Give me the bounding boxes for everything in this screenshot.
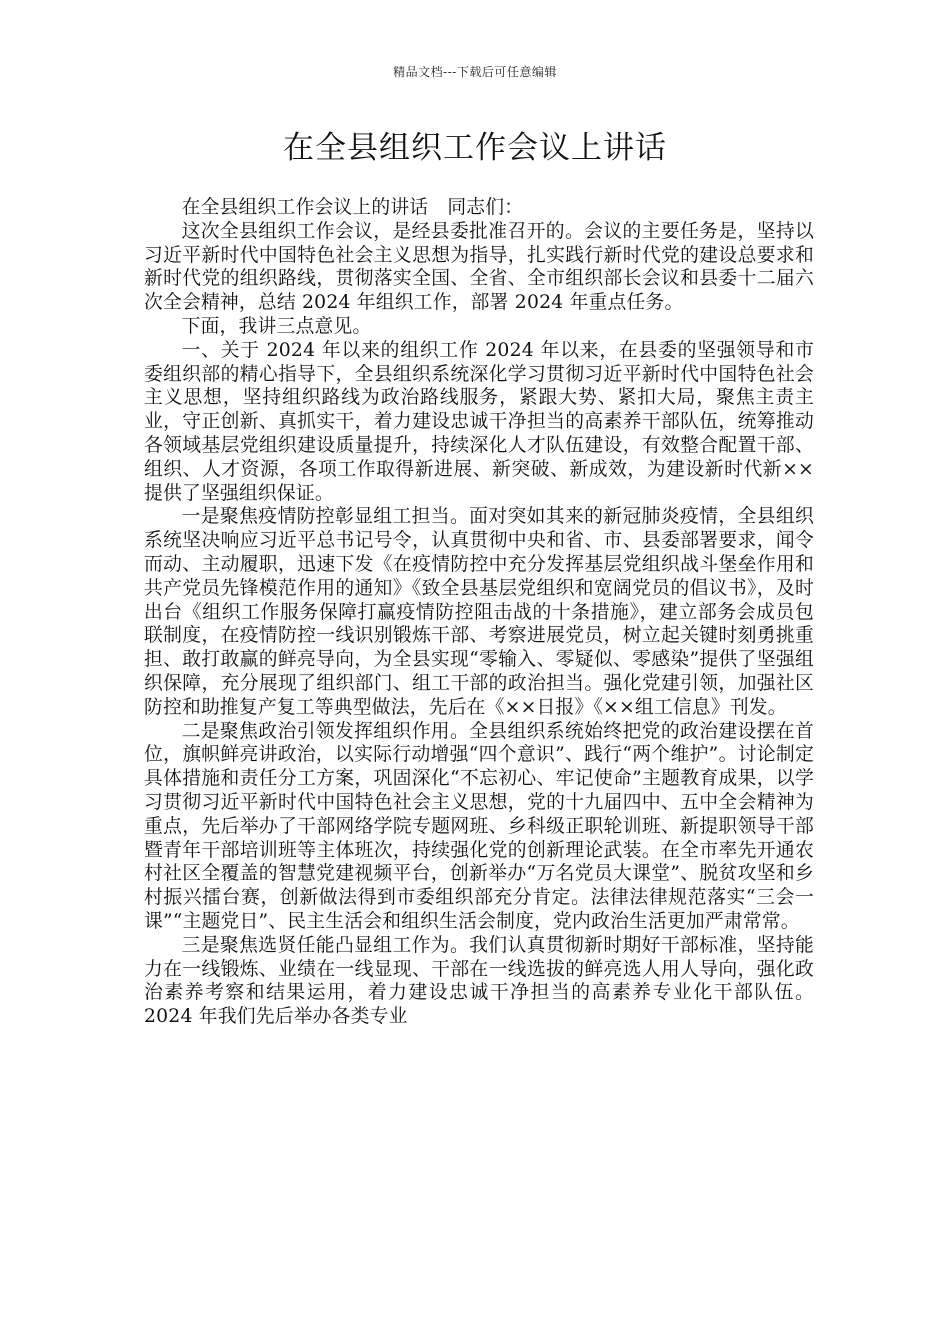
paragraph-point-2: 二是聚焦政治引领发挥组织作用。全县组织系统始终把党的政治建设摆在首位，旗帜鲜亮讲政治，以实际行动增强“四个意识”、践行“两个维护”。讨论制定具体措施和责任分工方案，巩固深化“不忘初心、牢记使命”主题教育成果，以学习贯彻习近平新时代中国特色社会主义思想，党的十九届四中、五中全会精神为重点，先后举办了干部网络学院专题网班、乡科级正职轮训班、新提职领导干部暨青年干部培训班等主体班次，持续强化党的创新理论武装。在全市率先开通农村社区全覆盖的智慧党建视频平台，创新举办“万名党员大课堂”、脱贫攻坚和乡村振兴擂台赛，创新做法得到市委组织部充分肯定。法律法律规范落实“三会一课”“主题党日”、民主生活会和组织生活会制度，党内政治生活更加严肃常常。	[144, 720, 814, 932]
document-body	[144, 196, 814, 1029]
paragraph-section-1: 一、关于 2024 年以来的组织工作 2024 年以来，在县委的坚强领导和市委组织部的精心指导下，全县组织系统深化学习贯彻习近平新时代中国特色社会主义思想，坚持组织路线为政治路线服务，紧跟大势、紧扣大局，聚焦主责主业，守正创新、真抓实干，着力建设忠诚干净担当的高素养干部队伍，统筹推动各领域基层党组织建设质量提升，持续深化人才队伍建设，有效整合配置干部、组织、人才资源，各项工作取得新进展、新突破、新成效，为建设新时代新××提供了坚强组织保证。	[144, 339, 814, 504]
paragraph-intro: 这次全县组织工作会议，是经县委批准召开的。会议的主要任务是，坚持以习近平新时代中国特色社会主义思想为指导，扎实践行新时代党的建设总要求和新时代党的组织路线，贯彻落实全国、全省、全市组织部长会议和县委十二届六次全会精神，总结 2024 年组织工作，部署 2024 年重点任务。	[144, 220, 814, 314]
paragraph-salutation: 在全县组织工作会议上的讲话 同志们：	[181, 197, 524, 218]
paragraph-point-3: 三是聚焦选贤任能凸显组工作为。我们认真贯彻新时期好干部标准，坚持能力在一线锻炼、业绩在一线显现、干部在一线选拔的鲜亮选人用人导向，强化政治素养考察和结果运用，着力建设忠诚干净担当的高素养专业化干部队伍。2024 年我们先后举办各类专业	[144, 934, 814, 1028]
header-note: 精品文档---下载后可任意编辑	[393, 65, 557, 79]
document-title: 在全县组织工作会议上讲话	[283, 130, 667, 166]
paragraph-outline: 下面，我讲三点意见。	[181, 315, 372, 337]
paragraph-point-1: 一是聚焦疫情防控彰显组工担当。面对突如其来的新冠肺炎疫情，全县组织系统坚决响应习近平总书记号令，认真贯彻中央和省、市、县委部署要求，闻令而动、主动履职，迅速下发《在疫情防控中充分发挥基层党组织战斗堡垒作用和共产党员先锋模范作用的通知》《致全县基层党组织和宽阔党员的倡议书》，及时出台《组织工作服务保障打赢疫情防控阻击战的十条措施》，建立部务会成员包联制度，在疫情防控一线识别锻炼干部、考察进展党员，树立起关键时刻勇挑重担、敢打敢赢的鲜亮导向，为全县实现“零输入、零疑似、零感染”提供了坚强组织保障，充分展现了组织部门、组工干部的政治担当。强化党建引领，加强社区防控和助推复产复工等典型做法，先后在《××日报》《××组工信息》刊发。	[144, 506, 814, 718]
